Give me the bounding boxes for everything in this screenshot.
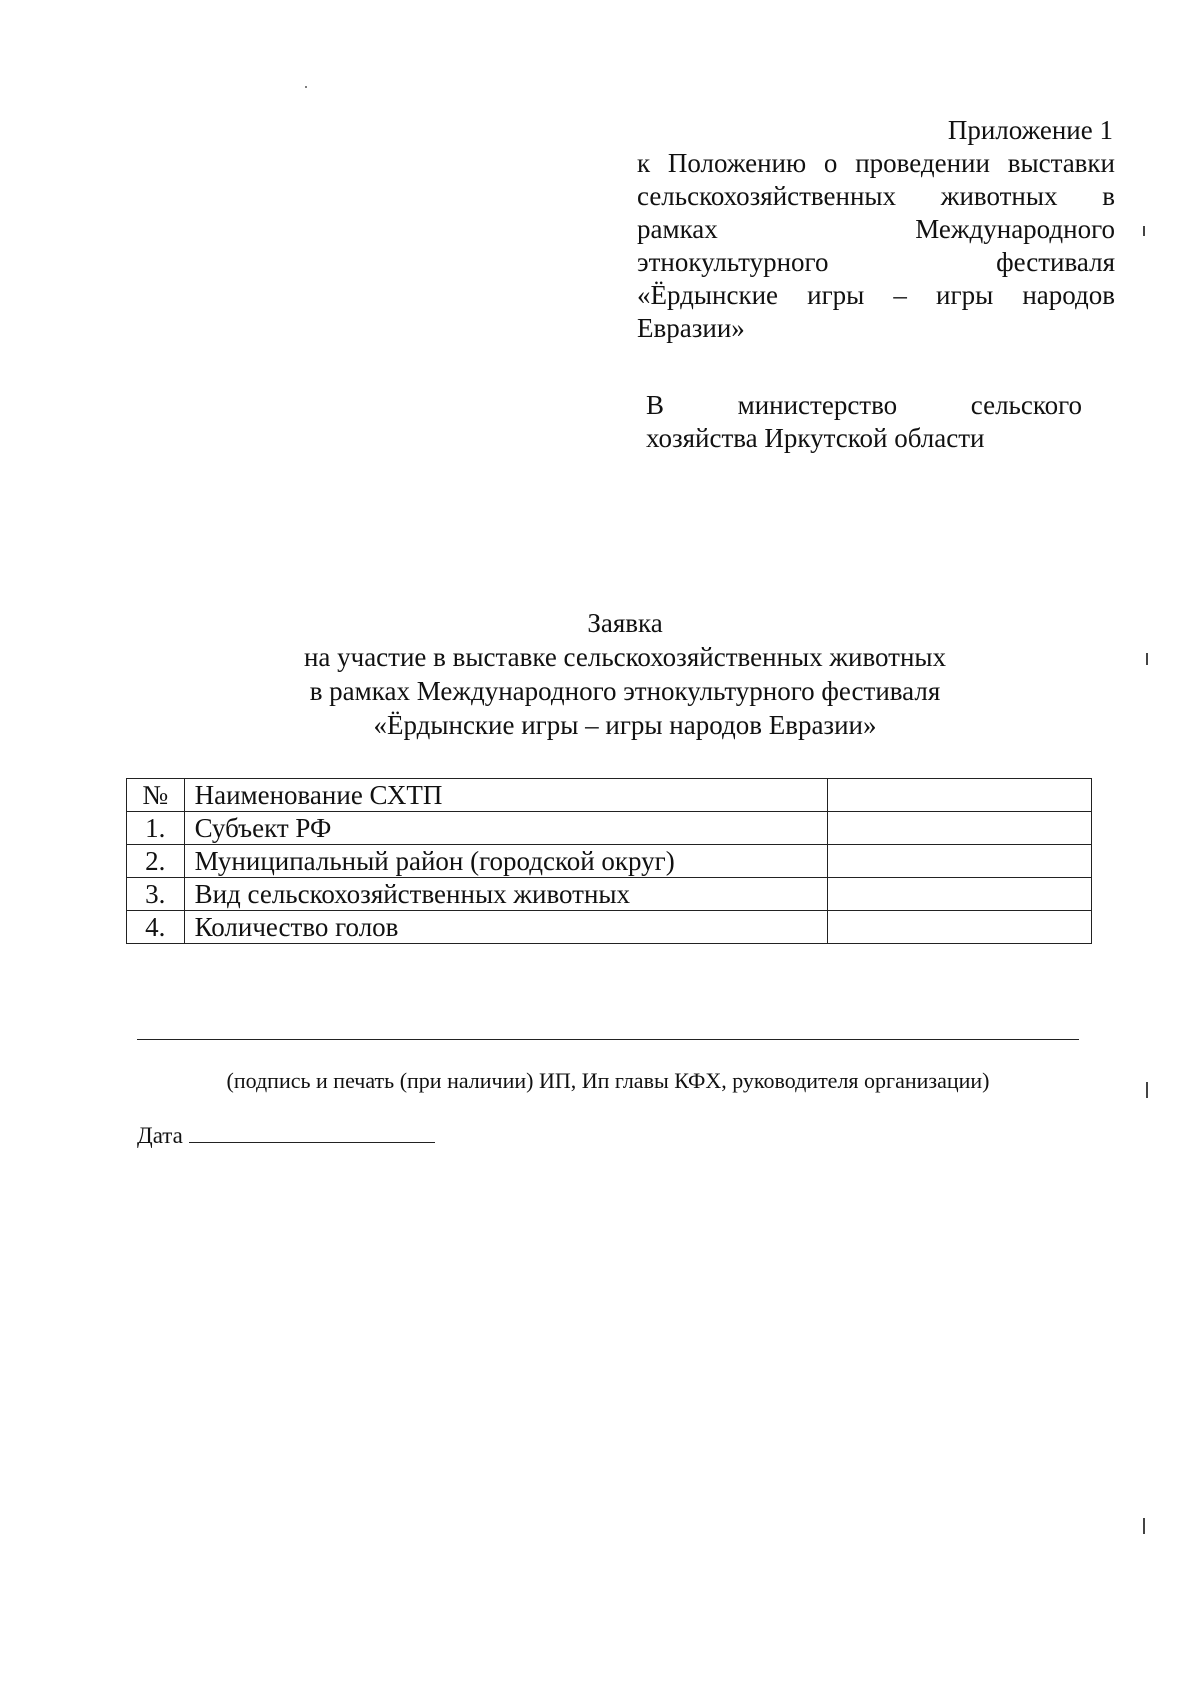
row-label: Вид сельскохозяйственных животных [184,878,828,911]
scan-margin-mark [1146,1082,1148,1098]
date-label: Дата [137,1123,183,1148]
appendix-reference [637,114,1115,345]
scan-margin-mark [1143,1518,1145,1534]
row-value-field[interactable] [828,845,1092,878]
appendix-line: рамках Международного [637,214,1115,244]
recipient-line: В министерство сельского [646,390,1082,420]
document-title [240,606,1010,742]
title-line: «Ёрдынские игры – игры народов Евразии» [373,710,877,740]
signature-caption: (подпись и печать (при наличии) ИП, Ип главы КФХ, руководителя организации) [226,1068,990,1093]
title-line: в рамках Международного этнокультурного фестиваля [309,676,941,706]
row-value-field[interactable] [828,911,1092,944]
signature-line[interactable] [137,1039,1079,1040]
row-value-field[interactable] [828,812,1092,845]
recipient-address [646,389,1082,455]
scan-margin-mark [1146,653,1148,665]
scan-margin-mark [1143,226,1145,236]
application-table [126,778,1092,944]
table-row [127,878,1092,911]
table-row [127,812,1092,845]
appendix-line: к Положению о проведении выставки [637,148,1115,178]
row-number: 2. [127,845,185,878]
row-label: Муниципальный район (городской округ) [184,845,828,878]
row-number: 1. [127,812,185,845]
appendix-line: этнокультурного фестиваля [637,247,1115,277]
row-number: № [127,779,185,812]
scan-speck [305,86,307,88]
row-value-field[interactable] [828,779,1092,812]
title-line: Заявка [587,608,663,638]
appendix-line: Приложение 1 [947,115,1113,145]
recipient-line: хозяйства Иркутской области [646,423,985,453]
appendix-line: «Ёрдынские игры – игры народов [637,280,1115,310]
table-row [127,845,1092,878]
date-field[interactable] [189,1120,435,1143]
table-row [127,911,1092,944]
row-label: Наименование СХТП [184,779,828,812]
row-label: Количество голов [184,911,828,944]
row-number: 4. [127,911,185,944]
title-line: на участие в выставке сельскохозяйственных животных [303,642,947,672]
appendix-line: Евразии» [637,313,745,343]
row-value-field[interactable] [828,878,1092,911]
appendix-line: сельскохозяйственных животных в [637,181,1115,211]
table-row [127,779,1092,812]
row-number: 3. [127,878,185,911]
date-row [137,1120,435,1149]
row-label: Субъект РФ [184,812,828,845]
